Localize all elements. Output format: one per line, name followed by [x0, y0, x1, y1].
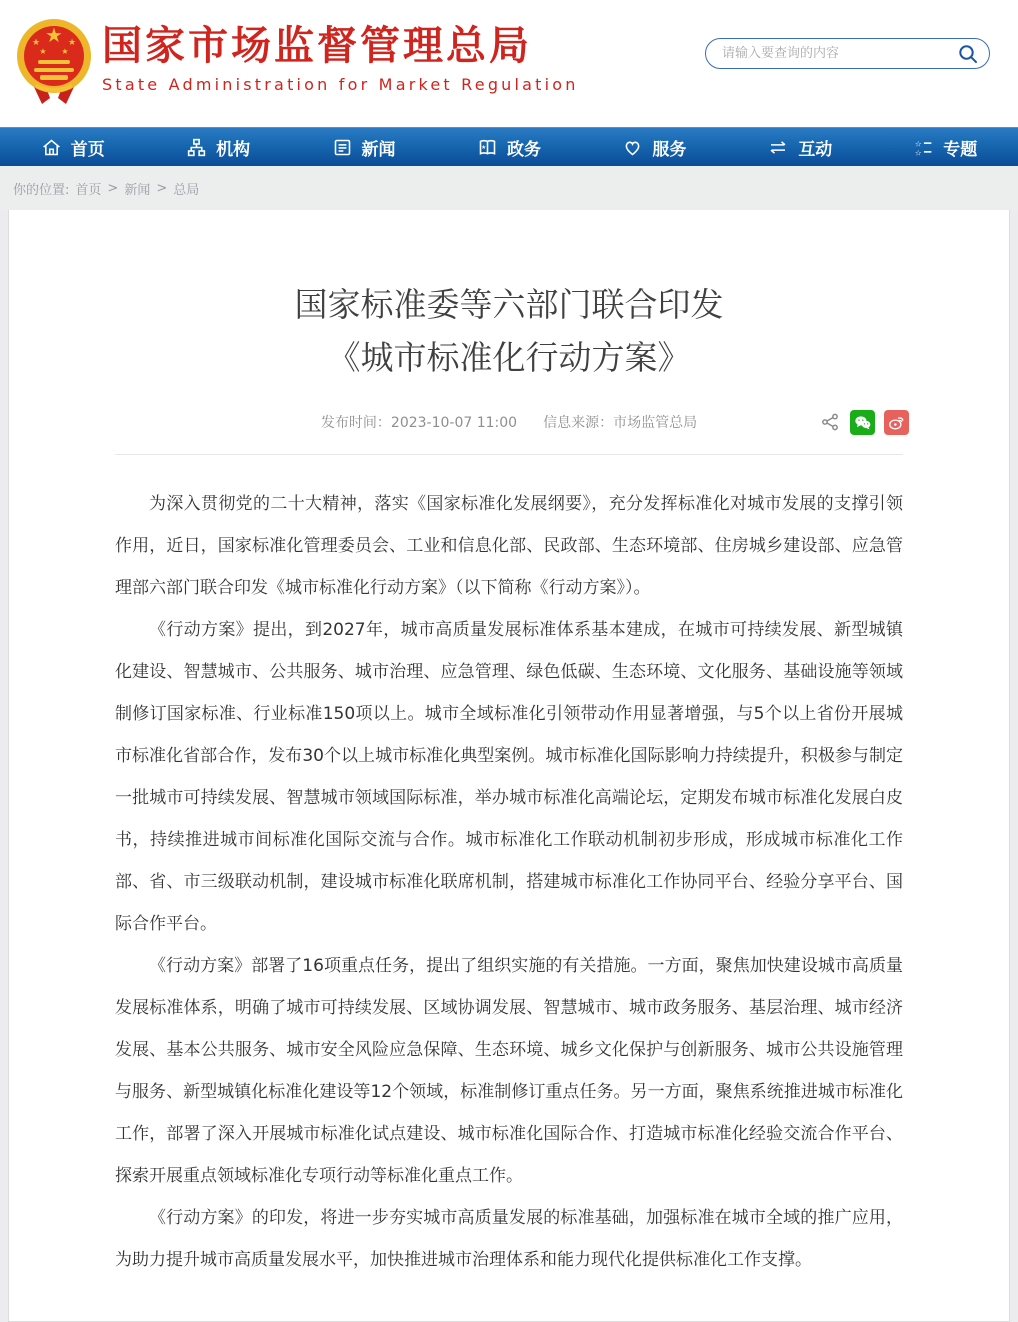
nav-item-organization[interactable]: [145, 128, 290, 166]
nav-label: 服务: [652, 139, 687, 160]
nav-item-interaction[interactable]: [727, 128, 872, 166]
meta-divider: [115, 454, 903, 455]
breadcrumb-item-home[interactable]: 首页: [75, 182, 102, 198]
site-header: [0, 0, 1018, 127]
wechat-icon[interactable]: [850, 410, 875, 435]
breadcrumb: [0, 166, 1018, 210]
svg-text:☆: ☆: [914, 139, 923, 149]
article-paragraph: 《行动方案》的印发，将进一步夯实城市高质量发展的标准基础，加强标准在城市全域的推广应用，为助力提升城市高质量发展水平，加快推进城市治理体系和能力现代化提供标准化工作支撑。: [115, 1207, 903, 1270]
article-title-line1: 国家标准委等六部门联合印发: [294, 285, 724, 324]
share-icons: [819, 410, 909, 435]
svg-text:★: ★: [481, 144, 487, 151]
search-box: [705, 38, 990, 69]
svg-text:★: ★: [61, 47, 69, 56]
nav-label: 机构: [216, 139, 251, 160]
site-title: 国家市场监督管理总局: [102, 23, 532, 69]
home-icon: [41, 137, 62, 158]
article-paragraph: 《行动方案》提出，到2027年，城市高质量发展标准体系基本建成，在城市可持续发展、新型城镇化建设、智慧城市、公共服务、城市治理、应急管理、绿色低碳、生态环境、文化服务、基础设施等领域制修订国家标准、行业标准150项以上。城市全域标准化引领带动作用显著增强，与5个以上省份开展城市标准化省部合作，发布30个以上城市标准化典型案例。城市标准化国际影响力持续提升，积极参与制定一批城市可持续发展、智慧城市领域国际标准，举办城市标准化高端论坛，定期发布城市标准化发展白皮书，持续推进城市间标准化国际交流与合作。城市标准化工作联动机制初步形成，形成城市标准化工作部、省、市三级联动机制，建设城市标准化联席机制，搭建城市标准化工作协同平台、经验分享平台、国际合作平台。: [115, 619, 903, 934]
breadcrumb-item-current[interactable]: 总局: [173, 182, 200, 198]
exchange-arrows-icon: [767, 137, 789, 158]
breadcrumb-prefix: 你的位置:: [13, 182, 70, 198]
svg-text:★: ★: [31, 38, 41, 48]
main-nav: [0, 127, 1018, 166]
breadcrumb-item-news[interactable]: 新闻: [124, 182, 151, 198]
nav-item-special-topics[interactable]: [873, 128, 1018, 166]
star-list-icon: [913, 137, 934, 158]
breadcrumb-separator: >: [107, 180, 119, 196]
gov-document-icon: [477, 137, 498, 158]
article-paragraph: 为深入贯彻党的二十大精神，落实《国家标准化发展纲要》，充分发挥标准化对城市发展的支撑引领作用，近日，国家标准化管理委员会、工业和信息化部、民政部、生态环境部、住房城乡建设部、应急管理部六部门联合印发《城市标准化行动方案》（以下简称《行动方案》）。: [115, 493, 903, 598]
national-emblem-logo: [14, 12, 94, 112]
nav-label: 专题: [943, 139, 978, 160]
heart-icon: [622, 137, 643, 158]
org-chart-icon: [186, 137, 207, 158]
svg-text:☆: ☆: [914, 147, 923, 157]
newspaper-icon: [332, 137, 353, 158]
source-label: 信息来源：: [543, 414, 614, 431]
nav-label: 新闻: [361, 139, 396, 160]
nav-item-news[interactable]: [291, 128, 436, 166]
breadcrumb-separator: >: [156, 180, 168, 196]
article-title: [115, 278, 903, 385]
publish-time: 2023-10-07 11:00: [390, 414, 518, 431]
svg-text:★: ★: [67, 38, 77, 48]
svg-text:★: ★: [45, 23, 63, 47]
article-card: [8, 210, 1010, 1322]
nav-label: 政务: [506, 139, 541, 160]
nav-item-gov-affairs[interactable]: [436, 128, 581, 166]
site-title-block: [102, 24, 579, 94]
article-paragraph: 《行动方案》部署了16项重点任务，提出了组织实施的有关措施。一方面，聚焦加快建设城市高质量发展标准体系，明确了城市可持续发展、区域协调发展、智慧城市、城市政务服务、基层治理、城市经济发展、基本公共服务、城市安全风险应急保障、生态环境、城乡文化保护与创新服务、城市公共设施管理与服务、新型城镇化标准化建设等12个领域，标准制修订重点任务。另一方面，聚焦系统推进城市标准化工作，部署了深入开展城市标准化试点建设、城市标准化国际合作、打造城市标准化经验交流合作平台、探索开展重点领域标准化专项行动等标准化重点工作。: [115, 955, 903, 1186]
site-subtitle: State Administration for Market Regulation: [102, 75, 579, 94]
weibo-icon[interactable]: [884, 410, 909, 435]
publish-time-label: 发布时间：: [320, 414, 391, 431]
share-nodes-icon[interactable]: [819, 411, 841, 433]
nav-label: 首页: [70, 139, 105, 160]
article-body: [115, 483, 903, 1281]
svg-text:★: ★: [39, 47, 47, 56]
nav-item-services[interactable]: [582, 128, 727, 166]
source: 市场监管总局: [613, 414, 698, 431]
nav-item-home[interactable]: [0, 128, 145, 166]
article-title-line2: 《城市标准化行动方案》: [327, 338, 691, 378]
nav-label: 互动: [798, 139, 833, 160]
search-input[interactable]: [720, 45, 957, 62]
article-meta: [115, 409, 903, 437]
search-icon[interactable]: [957, 43, 979, 65]
